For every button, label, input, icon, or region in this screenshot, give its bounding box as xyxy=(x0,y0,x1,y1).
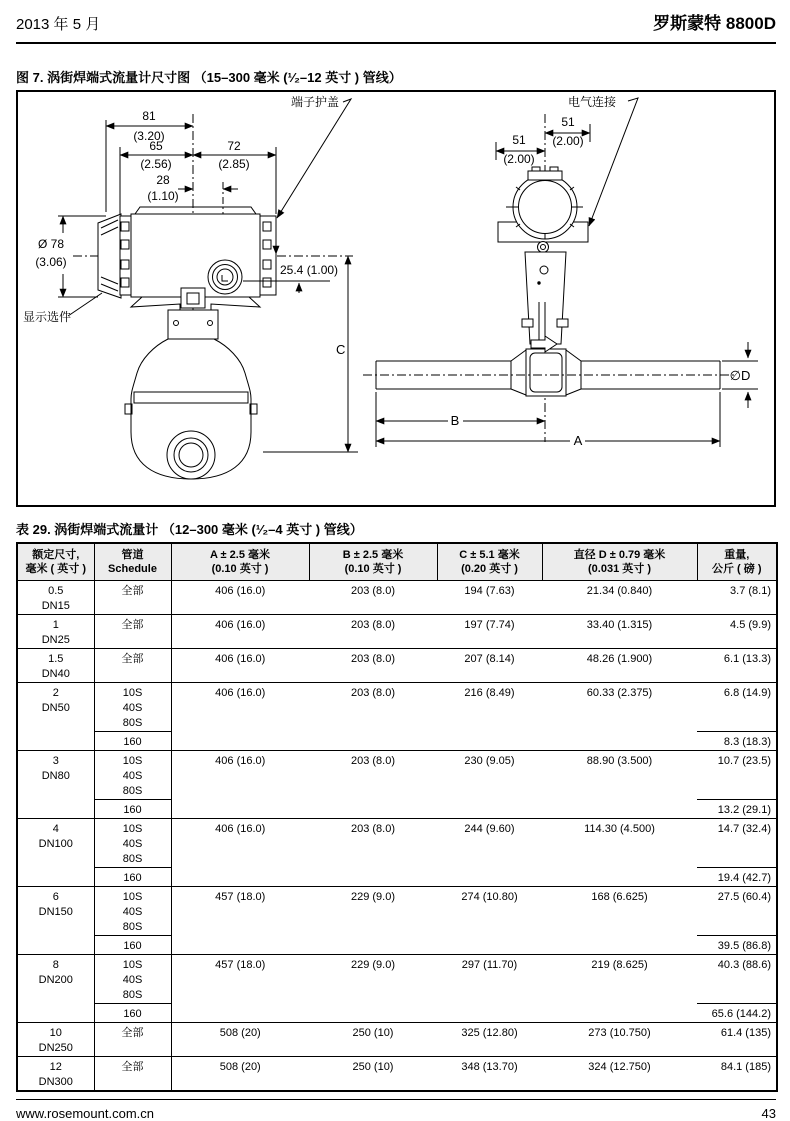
dim-65-mm: 65 xyxy=(149,139,163,153)
col-header-schedule: 管道 Schedule xyxy=(94,543,171,581)
cell-schedule-160: 160 xyxy=(94,1004,171,1023)
side-view-drawing xyxy=(363,114,734,442)
cell-dim-b: 229 (9.0) xyxy=(309,955,437,1023)
cell-weight-160: 65.6 (144.2) xyxy=(697,1004,777,1023)
cell-weight: 27.5 (60.4) xyxy=(697,887,777,936)
cell-dim-d: 273 (10.750) xyxy=(542,1023,697,1057)
cell-schedule: 全部 xyxy=(94,1057,171,1092)
cell-dim-d: 48.26 (1.900) xyxy=(542,649,697,683)
dim-d-label: ∅D xyxy=(729,368,751,383)
cell-dim-c: 207 (8.14) xyxy=(437,649,542,683)
cell-dim-c: 348 (13.70) xyxy=(437,1057,542,1092)
cell-dim-c: 194 (7.63) xyxy=(437,581,542,615)
front-view-drawing xyxy=(73,114,353,479)
cell-weight: 84.1 (185) xyxy=(697,1057,777,1092)
table-29-title: 表 29. 涡街焊端式流量计 （12–300 毫米 (¹⁄₂–4 英寸 ) 管线） xyxy=(16,522,363,537)
cell-dim-a: 406 (16.0) xyxy=(171,615,309,649)
cell-schedule: 10S 40S 80S xyxy=(94,887,171,936)
cell-dim-a: 406 (16.0) xyxy=(171,649,309,683)
col-header-c: C ± 5.1 毫米 (0.20 英寸 ) xyxy=(437,543,542,581)
cell-weight: 14.7 (32.4) xyxy=(697,819,777,868)
page-number: 43 xyxy=(761,1106,776,1121)
col-header-weight: 重量, 公斤 ( 磅 ) xyxy=(697,543,777,581)
cell-dim-b: 250 (10) xyxy=(309,1057,437,1092)
cell-weight-160: 8.3 (18.3) xyxy=(697,732,777,751)
cell-dim-d: 21.34 (0.840) xyxy=(542,581,697,615)
cell-schedule-160: 160 xyxy=(94,868,171,887)
table-row xyxy=(17,649,777,683)
cell-dim-c: 297 (11.70) xyxy=(437,955,542,1023)
cell-weight: 40.3 (88.6) xyxy=(697,955,777,1004)
cell-dim-a: 406 (16.0) xyxy=(171,751,309,819)
dim-78-in: (3.06) xyxy=(35,255,67,269)
cell-weight: 6.1 (13.3) xyxy=(697,649,777,683)
cell-schedule: 10S 40S 80S xyxy=(94,683,171,732)
cell-dim-b: 203 (8.0) xyxy=(309,819,437,887)
dim-a-label: A xyxy=(573,433,583,448)
cell-nominal-size: 8 DN200 xyxy=(17,955,94,1023)
col-header-d: 直径 D ± 0.79 毫米 (0.031 英寸 ) xyxy=(542,543,697,581)
cell-nominal-size: 6 DN150 xyxy=(17,887,94,955)
cell-dim-a: 457 (18.0) xyxy=(171,955,309,1023)
cell-dim-c: 325 (12.80) xyxy=(437,1023,542,1057)
cell-nominal-size: 10 DN250 xyxy=(17,1023,94,1057)
table-row xyxy=(17,751,777,800)
figure-7-dimension-drawing xyxy=(16,90,776,507)
cell-dim-c: 197 (7.74) xyxy=(437,615,542,649)
table-row xyxy=(17,1023,777,1057)
dim-b-label: B xyxy=(450,413,460,428)
cell-weight: 4.5 (9.9) xyxy=(697,615,777,649)
cell-schedule: 全部 xyxy=(94,649,171,683)
cell-schedule-160: 160 xyxy=(94,800,171,819)
dim-65-in: (2.56) xyxy=(140,157,172,171)
col-header-size: 额定尺寸, 毫米 ( 英寸 ) xyxy=(17,543,94,581)
table-row xyxy=(17,683,777,732)
cell-schedule: 全部 xyxy=(94,615,171,649)
cell-dim-c: 244 (9.60) xyxy=(437,819,542,887)
col-header-a: A ± 2.5 毫米 (0.10 英寸 ) xyxy=(171,543,309,581)
cell-weight: 3.7 (8.1) xyxy=(697,581,777,615)
dim-51-right-mm: 51 xyxy=(561,115,575,129)
page-header xyxy=(16,6,776,44)
cell-dim-d: 324 (12.750) xyxy=(542,1057,697,1092)
dim-51-left-in: (2.00) xyxy=(503,152,535,166)
cell-weight: 6.8 (14.9) xyxy=(697,683,777,732)
cell-dim-a: 406 (16.0) xyxy=(171,819,309,887)
table-row xyxy=(17,1057,777,1092)
table-row xyxy=(17,887,777,936)
table-row xyxy=(17,955,777,1004)
cell-nominal-size: 2 DN50 xyxy=(17,683,94,751)
dim-81-mm: 81 xyxy=(142,109,156,123)
cell-dim-b: 229 (9.0) xyxy=(309,887,437,955)
dim-51-right-in: (2.00) xyxy=(552,134,584,148)
cell-dim-a: 457 (18.0) xyxy=(171,887,309,955)
cell-weight-160: 13.2 (29.1) xyxy=(697,800,777,819)
col-header-b: B ± 2.5 毫米 (0.10 英寸 ) xyxy=(309,543,437,581)
cell-weight: 61.4 (135) xyxy=(697,1023,777,1057)
cell-dim-d: 33.40 (1.315) xyxy=(542,615,697,649)
table-row xyxy=(17,581,777,615)
dim-28-mm: 28 xyxy=(156,173,170,187)
dim-72-in: (2.85) xyxy=(218,157,250,171)
cell-dim-b: 203 (8.0) xyxy=(309,751,437,819)
table-body xyxy=(17,581,777,1092)
table-row xyxy=(17,615,777,649)
cell-dim-d: 60.33 (2.375) xyxy=(542,683,697,751)
header-date: 2013 年 5 月 xyxy=(16,16,101,33)
cell-dim-a: 406 (16.0) xyxy=(171,683,309,751)
cell-dim-a: 508 (20) xyxy=(171,1023,309,1057)
cell-dim-a: 508 (20) xyxy=(171,1057,309,1092)
cell-dim-a: 406 (16.0) xyxy=(171,581,309,615)
cell-nominal-size: 4 DN100 xyxy=(17,819,94,887)
display-option-label: 显示选件 xyxy=(23,310,72,324)
page-footer xyxy=(16,1099,776,1121)
cell-dim-c: 274 (10.80) xyxy=(437,887,542,955)
size-table xyxy=(16,542,778,1092)
cell-schedule: 全部 xyxy=(94,581,171,615)
cell-weight-160: 19.4 (42.7) xyxy=(697,868,777,887)
table-row xyxy=(17,819,777,868)
cell-nominal-size: 12 DN300 xyxy=(17,1057,94,1092)
cell-dim-d: 219 (8.625) xyxy=(542,955,697,1023)
cell-dim-c: 230 (9.05) xyxy=(437,751,542,819)
cell-dim-b: 203 (8.0) xyxy=(309,649,437,683)
cell-dim-c: 216 (8.49) xyxy=(437,683,542,751)
dim-81-in: (3.20) xyxy=(133,129,165,143)
figure-title: 图 7. 涡街焊端式流量计尺寸图 （15–300 毫米 (¹⁄₂–12 英寸 ) 管线） xyxy=(16,70,402,85)
dim-25-4: 25.4 (1.00) xyxy=(280,263,339,277)
cell-schedule: 全部 xyxy=(94,1023,171,1057)
cell-schedule: 10S 40S 80S xyxy=(94,819,171,868)
dim-51-left-mm: 51 xyxy=(512,133,526,147)
dim-c-label: C xyxy=(336,342,346,357)
table-header-row xyxy=(17,543,777,581)
terminal-cover-label: 端子护盖 xyxy=(291,95,340,109)
cell-dim-b: 203 (8.0) xyxy=(309,683,437,751)
cell-dim-d: 168 (6.625) xyxy=(542,887,697,955)
header-product-title: 罗斯蒙特 8800D xyxy=(653,14,776,33)
dim-72-mm: 72 xyxy=(227,139,241,153)
cell-dim-b: 203 (8.0) xyxy=(309,581,437,615)
cell-schedule: 10S 40S 80S xyxy=(94,751,171,800)
cell-weight: 10.7 (23.5) xyxy=(697,751,777,800)
cell-dim-b: 203 (8.0) xyxy=(309,615,437,649)
footer-url: www.rosemount.com.cn xyxy=(16,1106,154,1121)
dim-78-mm: Ø 78 xyxy=(37,237,65,251)
cell-nominal-size: 1.5 DN40 xyxy=(17,649,94,683)
cell-schedule-160: 160 xyxy=(94,732,171,751)
cell-nominal-size: 0.5 DN15 xyxy=(17,581,94,615)
dim-28-in: (1.10) xyxy=(147,189,179,203)
flowmeter-dimension-svg xyxy=(18,92,774,505)
cell-dim-d: 88.90 (3.500) xyxy=(542,751,697,819)
cell-weight-160: 39.5 (86.8) xyxy=(697,936,777,955)
cell-nominal-size: 3 DN80 xyxy=(17,751,94,819)
cell-schedule-160: 160 xyxy=(94,936,171,955)
cell-nominal-size: 1 DN25 xyxy=(17,615,94,649)
cell-schedule: 10S 40S 80S xyxy=(94,955,171,1004)
cell-dim-d: 114.30 (4.500) xyxy=(542,819,697,887)
cell-dim-b: 250 (10) xyxy=(309,1023,437,1057)
electrical-connection-label: 电气连接 xyxy=(568,95,617,109)
